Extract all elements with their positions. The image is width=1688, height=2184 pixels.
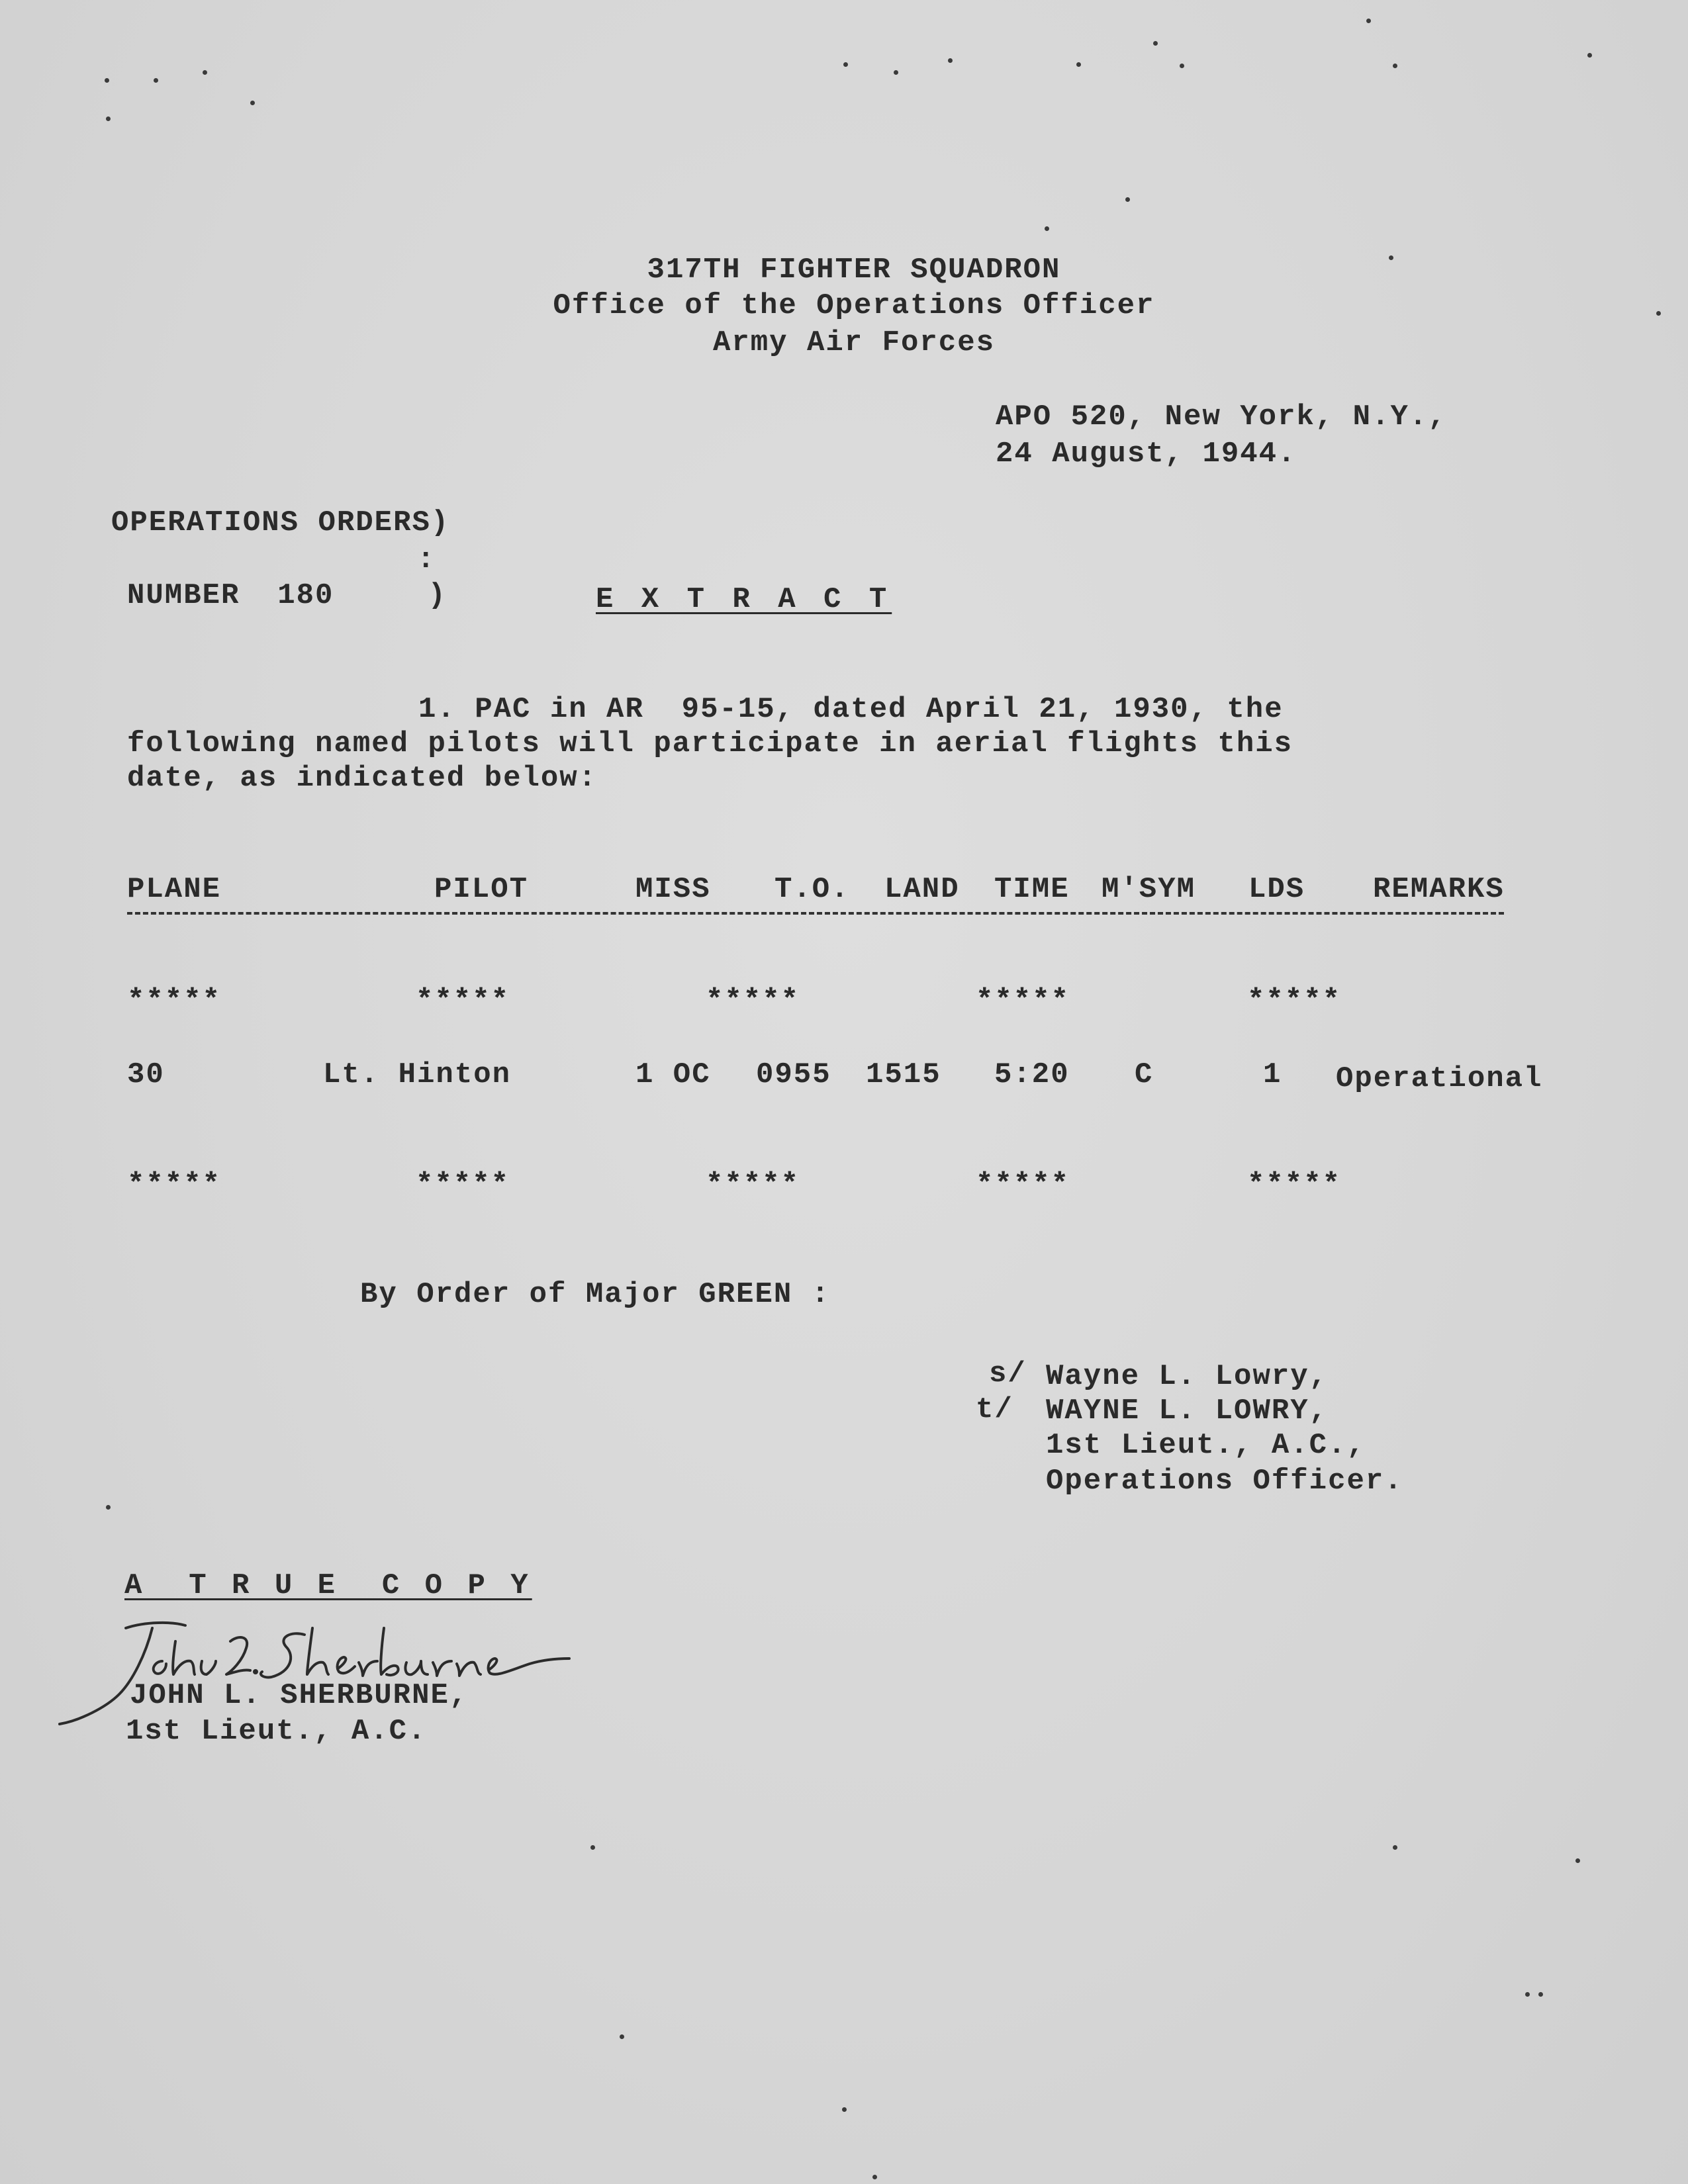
col-header-remarks: REMARKS: [1373, 873, 1505, 906]
true-copy-rank: 1st Lieut., A.C.: [126, 1715, 427, 1748]
speck: [1389, 255, 1393, 260]
omission-marker: *****: [1247, 1168, 1342, 1201]
cell-lds: 1: [1263, 1058, 1282, 1091]
speck: [1125, 197, 1130, 202]
by-order-line: By Order of Major GREEN :: [360, 1278, 831, 1311]
extract-title: E X T R A C T: [596, 583, 892, 616]
speck: [105, 78, 109, 83]
speck: [1076, 62, 1081, 67]
speck: [106, 116, 111, 121]
speck: [842, 2107, 847, 2112]
speck: [1393, 1845, 1397, 1850]
cell-remarks: Operational: [1336, 1062, 1543, 1095]
speck: [154, 78, 158, 83]
speck: [843, 62, 848, 67]
col-header-lds: LDS: [1248, 873, 1305, 906]
omission-marker: *****: [1247, 984, 1342, 1017]
omission-marker: *****: [976, 984, 1070, 1017]
speck: [106, 1505, 111, 1510]
signer-title: Operations Officer.: [1046, 1465, 1403, 1498]
typed-mark: t/: [976, 1393, 1013, 1426]
place-line: APO 520, New York, N.Y.,: [996, 400, 1447, 433]
header-line-2: Office of the Operations Officer: [553, 289, 1155, 322]
col-header-land: LAND: [884, 873, 960, 906]
speck: [1575, 1858, 1580, 1863]
header-line-3: Army Air Forces: [712, 326, 996, 359]
speck: [1538, 1992, 1543, 1997]
speck: [1366, 19, 1371, 23]
omission-marker: *****: [127, 1168, 222, 1201]
col-header-msym: M'SYM: [1102, 873, 1196, 906]
paragraph-line-2: following named pilots will participate in aerial flights this: [127, 727, 1293, 760]
omission-marker: *****: [127, 984, 222, 1017]
order-number: NUMBER 180 ): [127, 579, 447, 612]
speck: [1587, 53, 1592, 58]
paragraph-line-3: date, as indicated below:: [127, 762, 598, 795]
header-rule: [127, 912, 1504, 915]
order-colon: :: [417, 543, 436, 576]
speck: [894, 70, 898, 75]
col-header-miss: MISS: [635, 873, 711, 906]
true-copy-name: JOHN L. SHERBURNE,: [130, 1679, 469, 1712]
speck: [1045, 226, 1049, 231]
signer-rank: 1st Lieut., A.C.,: [1046, 1429, 1366, 1462]
omission-marker: *****: [416, 984, 510, 1017]
speck: [948, 58, 953, 63]
omission-marker: *****: [706, 984, 800, 1017]
cell-miss: 1 OC: [635, 1058, 711, 1091]
cell-pilot: Lt. Hinton: [323, 1058, 512, 1091]
speck: [203, 70, 207, 75]
operations-orders-label: OPERATIONS ORDERS): [111, 506, 450, 539]
speck: [872, 2175, 877, 2179]
speck: [1525, 1992, 1530, 1997]
paragraph-line-1: 1. PAC in AR 95-15, dated April 21, 1930, the: [418, 693, 1284, 726]
cell-land: 1515: [866, 1058, 941, 1091]
speck: [620, 2034, 624, 2039]
true-copy-title: A T R U E C O P Y: [124, 1569, 532, 1602]
omission-marker: *****: [976, 1168, 1070, 1201]
speck: [1393, 64, 1397, 68]
col-header-to: T.O.: [774, 873, 850, 906]
signed-mark: s/: [989, 1357, 1027, 1390]
speck: [250, 101, 255, 105]
omission-marker: *****: [416, 1168, 510, 1201]
cell-time: 5:20: [994, 1058, 1070, 1091]
header-line-1: 317TH FIGHTER SQUADRON: [647, 253, 1061, 287]
col-header-plane: PLANE: [127, 873, 222, 906]
speck: [1180, 64, 1184, 68]
omission-marker: *****: [706, 1168, 800, 1201]
col-header-pilot: PILOT: [434, 873, 529, 906]
cell-plane: 30: [127, 1058, 165, 1091]
signer-typed-name: WAYNE L. LOWRY,: [1046, 1394, 1329, 1428]
speck: [590, 1845, 595, 1850]
col-header-time: TIME: [994, 873, 1070, 906]
signer-signed-name: Wayne L. Lowry,: [1046, 1360, 1329, 1393]
date-line: 24 August, 1944.: [996, 437, 1297, 471]
speck: [1656, 311, 1661, 316]
cell-msym: C: [1135, 1058, 1154, 1091]
speck: [1153, 41, 1158, 46]
cell-to: 0955: [756, 1058, 831, 1091]
